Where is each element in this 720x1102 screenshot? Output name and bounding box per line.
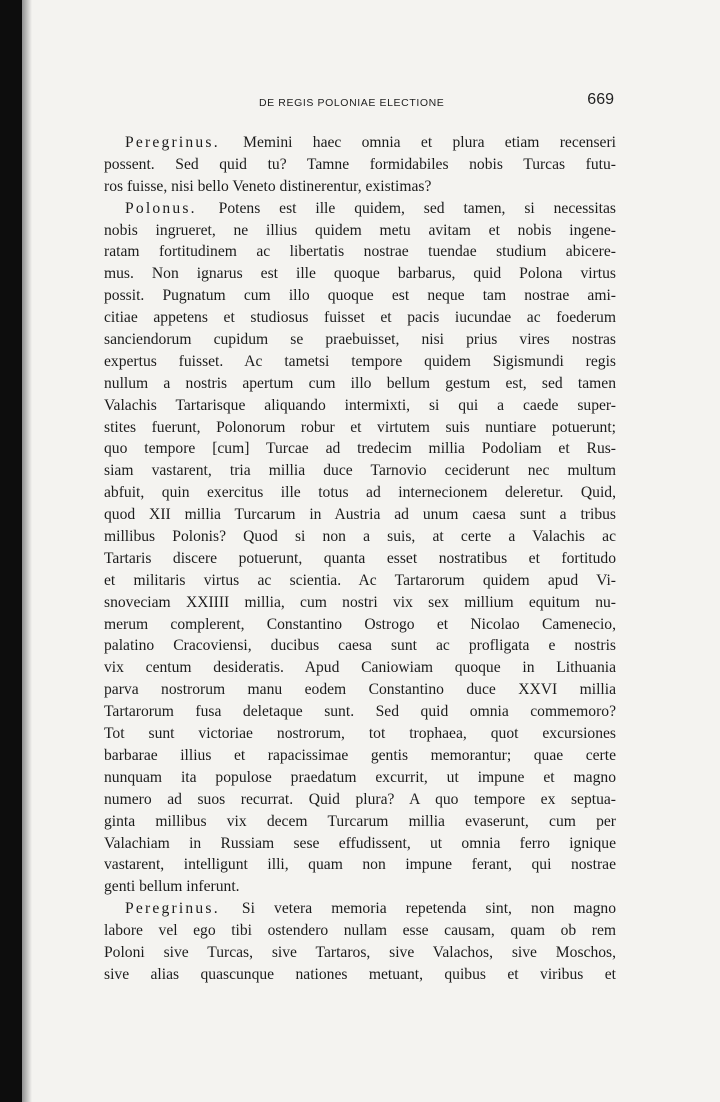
text-line	[104, 504, 616, 526]
line-text: Tartaris discere potuerunt, quanta esset nostratibus et fortitudo	[104, 549, 616, 567]
line-text: palatino Cracoviensi, ducibus caesa sunt ac profligata e nostris	[104, 637, 616, 655]
text-line	[104, 679, 616, 701]
line-text: merum complerent, Constantino Ostrogo et Nicolao Camenecio,	[104, 615, 616, 633]
line-text: barbarae illius et rapacissimae gentis memorantur; quae certe	[104, 746, 616, 764]
text-line	[104, 329, 616, 351]
line-text: sanciendorum cupidum se praebuisset, nisi prius vires nostras	[104, 331, 616, 349]
line-text: Valachiam in Russiam sese effudissent, ut omnia ferro ignique	[104, 834, 616, 852]
text-line	[104, 657, 616, 679]
line-text: Valachis Tartarisque aliquando intermixti, si qui a caede super-	[104, 396, 616, 414]
line-text: possent. Sed quid tu? Tamne formidabiles nobis Turcas futu-	[104, 155, 616, 173]
line-text: labore vel ego tibi ostendero nullam esse causam, quam ob rem	[104, 922, 616, 940]
speaker-name: Peregrinus.	[125, 900, 220, 918]
line-text: quo tempore [cum] Turcae ad tredecim millia Podoliam et Rus-	[104, 440, 616, 458]
page-number: 669	[587, 91, 614, 108]
text-line	[104, 898, 616, 920]
line-text: vix centum desideratis. Apud Caniowiam quoque in Lithuania	[104, 659, 616, 677]
line-text: millibus Polonis? Quod si non a suis, at certe a Valachis ac	[104, 528, 616, 546]
text-line	[104, 767, 616, 789]
text-line	[104, 942, 616, 964]
line-text: possit. Pugnatum cum illo quoque est neque tam nostrae ami-	[104, 287, 616, 305]
line-text: siam vastarent, tria millia duce Tarnovio ceciderunt nec multum	[104, 462, 616, 480]
text-line	[104, 307, 616, 329]
text-line	[104, 198, 616, 220]
text-line	[104, 395, 616, 417]
body-text	[104, 132, 616, 986]
text-line	[104, 614, 616, 636]
text-line	[104, 964, 616, 986]
text-line	[104, 460, 616, 482]
line-text: et militaris virtus ac scientia. Ac Tartarorum quidem apud Vi-	[104, 571, 616, 589]
line-text: ginta millibus vix decem Turcarum millia evaserunt, cum per	[104, 812, 616, 830]
binding-edge	[0, 0, 22, 1102]
text-line	[104, 723, 616, 745]
text-line	[104, 920, 616, 942]
line-text: Potens est ille quidem, sed tamen, si necessitas	[218, 199, 616, 217]
line-text: Poloni sive Turcas, sive Tartaros, sive Valachos, sive Moschos,	[104, 943, 616, 961]
text-line	[104, 854, 616, 876]
line-text: Si vetera memoria repetenda sint, non magno	[241, 900, 616, 918]
line-text: snoveciam XXIIII millia, cum nostri vix sex millium equitum nu-	[104, 593, 616, 611]
text-line	[104, 811, 616, 833]
text-line	[104, 417, 616, 439]
text-line	[104, 154, 616, 176]
text-line	[104, 789, 616, 811]
line-text: genti bellum inferunt.	[104, 878, 240, 896]
text-line	[104, 351, 616, 373]
text-line	[104, 438, 616, 460]
text-line	[104, 263, 616, 285]
line-text: nobis ingrueret, ne illius quidem metu avitam et nobis ingene-	[104, 221, 616, 239]
line-text: Memini haec omnia et plura etiam recenseri	[243, 134, 616, 151]
text-line	[104, 526, 616, 548]
speaker-name: Polonus.	[125, 199, 197, 217]
running-head	[104, 88, 616, 112]
line-text: citiae appetens et studiosus fuisset et pacis iucundae ac foederum	[104, 309, 616, 327]
line-text: expertus fuisset. Ac tametsi tempore quidem Sigismundi regis	[104, 352, 616, 370]
line-text: nunquam ita populose praedatum excurrit, ut impune et magno	[104, 768, 616, 786]
line-text: parva nostrorum manu eodem Constantino duce XXVI millia	[104, 681, 616, 699]
line-text: ros fuisse, nisi bello Veneto distinerentur, existimas?	[104, 177, 432, 195]
line-text: numero ad suos recurrat. Quid plura? A quo tempore ex septua-	[104, 790, 616, 808]
line-text: Tartarorum fusa deletaque sunt. Sed quid omnia commemoro?	[104, 703, 616, 721]
running-title: DE REGIS POLONIAE ELECTIONE	[259, 97, 445, 109]
text-line	[104, 285, 616, 307]
text-line	[104, 241, 616, 263]
text-line	[104, 373, 616, 395]
line-text: stites fuerunt, Polonorum robur et virtutem suis nuntiare potuerunt;	[104, 418, 616, 436]
line-text: abfuit, quin exercitus ille totus ad internecionem deleretur. Quid,	[104, 484, 616, 502]
text-line	[104, 876, 616, 898]
text-line	[104, 570, 616, 592]
speaker-name: Peregrinus.	[125, 134, 220, 151]
line-text: mus. Non ignarus est ille quoque barbarus, quid Polona virtus	[104, 265, 616, 283]
text-line	[104, 635, 616, 657]
line-text: quod XII millia Turcarum in Austria ad unum caesa sunt a tribus	[104, 506, 616, 524]
text-line	[104, 833, 616, 855]
text-line	[104, 220, 616, 242]
text-line	[104, 592, 616, 614]
text-line	[104, 701, 616, 723]
line-text: vastarent, intelligunt illi, quam non impune ferant, qui nostrae	[104, 856, 616, 874]
line-text: ratam fortitudinem ac libertatis nostrae tuendae studium abicere-	[104, 243, 616, 261]
book-page	[104, 88, 616, 986]
text-line	[104, 745, 616, 767]
text-line	[104, 176, 616, 198]
text-line	[104, 548, 616, 570]
line-text: nullum a nostris apertum cum illo bellum gestum est, sed tamen	[104, 374, 616, 392]
text-line	[104, 482, 616, 504]
line-text: sive alias quascunque nationes metuant, quibus et viribus et	[104, 965, 616, 983]
text-line	[104, 132, 616, 154]
binding-shadow	[22, 0, 32, 1102]
line-text: Tot sunt victoriae nostrorum, tot trophaea, quot excursiones	[104, 725, 616, 743]
